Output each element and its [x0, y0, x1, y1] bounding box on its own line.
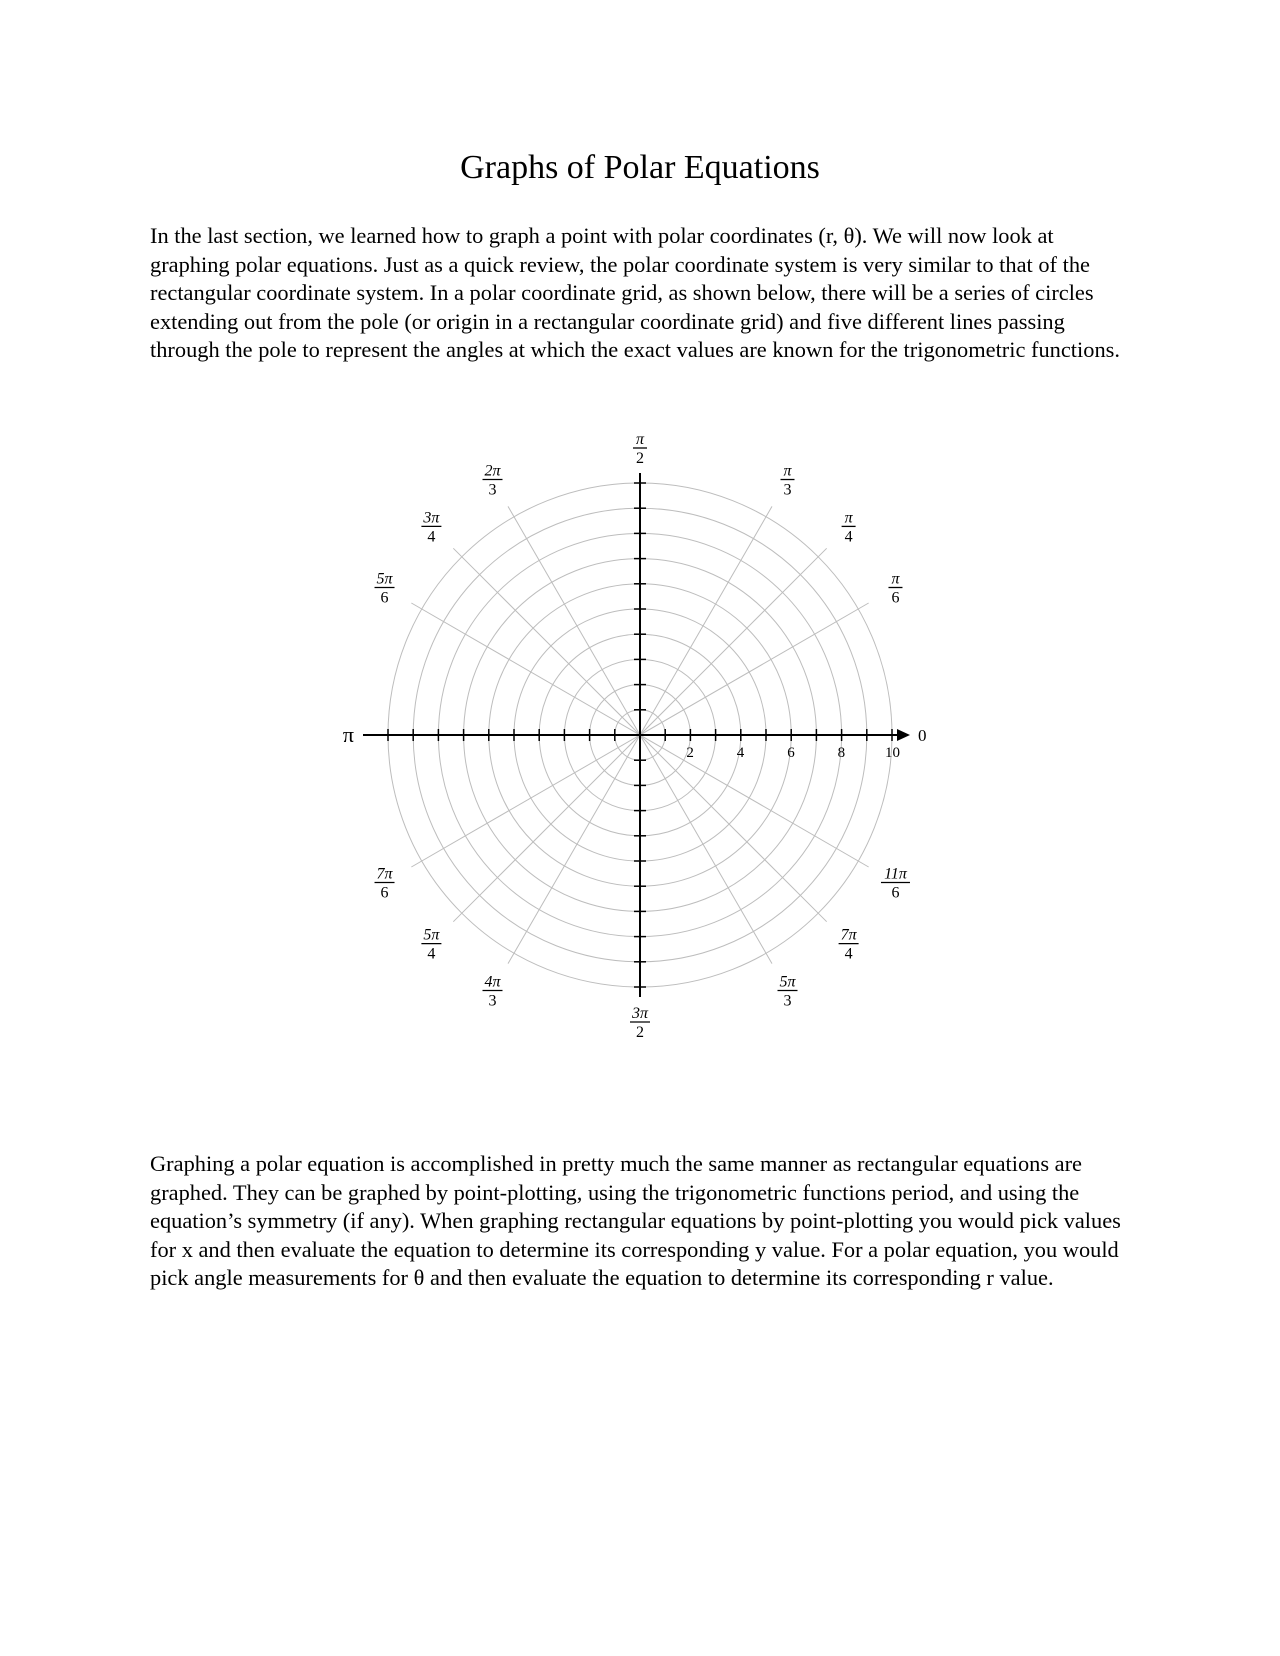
angle-label-denominator: 3	[783, 481, 792, 499]
angle-label	[778, 973, 798, 1009]
angle-label-numerator: 5π	[779, 973, 796, 991]
page-title: Graphs of Polar Equations	[460, 149, 820, 186]
angle-label-denominator: 4	[844, 528, 853, 546]
angle-label	[881, 866, 910, 902]
grid-axes	[363, 473, 910, 997]
angle-label-denominator: 3	[783, 992, 792, 1010]
angle-label-denominator: 4	[427, 528, 436, 546]
tick-number: 6	[787, 745, 795, 761]
angle-label	[375, 571, 395, 607]
intro-paragraph: In the last section, we learned how to graph a point with polar coordinates (r, θ). We will now look at graphing polar equations. Just as a quick review, the polar coordinate system is very similar to that of the rectangular coordinate system. In a polar coordinate grid, as shown below, there will be a series of circles extending out from the pole (or origin in a rectangular coordinate grid) and five different lines passing through the pole to represent the angles at which the exact values are known for the trigonometric functions.	[150, 223, 1120, 363]
axis-label-pi: π	[342, 722, 354, 747]
angle-label	[842, 509, 856, 545]
tick-numbers	[686, 745, 900, 761]
tick-number: 8	[837, 745, 846, 761]
tick-number: 4	[736, 745, 745, 761]
angle-label-numerator: 7π	[376, 865, 393, 883]
tick-number: 2	[686, 745, 694, 761]
angle-label	[633, 431, 647, 467]
angle-label-denominator: 6	[380, 589, 389, 607]
angle-label-denominator: 3	[488, 481, 497, 499]
angle-label-numerator: 3π	[631, 1005, 649, 1022]
angle-label-denominator: 6	[380, 884, 389, 902]
axis-label-zero: 0	[918, 726, 927, 745]
angle-label-denominator: 4	[844, 945, 853, 963]
angle-label-numerator: π	[635, 431, 645, 448]
angle-label	[483, 973, 503, 1009]
angle-label-numerator: π	[783, 462, 792, 480]
angle-label-numerator: π	[844, 509, 853, 527]
angle-label-denominator: 2	[636, 450, 644, 467]
angle-label-numerator: 4π	[484, 973, 501, 991]
angle-label-numerator: 3π	[423, 509, 440, 527]
angle-label	[839, 927, 859, 963]
angle-label	[421, 927, 441, 963]
angle-label	[375, 866, 395, 902]
axis-arrow-icon	[897, 729, 910, 741]
angle-label-numerator: π	[891, 570, 900, 588]
angle-label-numerator: 2π	[484, 462, 501, 480]
angle-label-denominator: 6	[891, 589, 900, 607]
angle-label-numerator: 5π	[423, 926, 440, 944]
angle-label-denominator: 6	[891, 884, 900, 902]
angle-label-denominator: 2	[636, 1024, 644, 1041]
angle-label-denominator: 4	[427, 945, 436, 963]
angle-label-denominator: 3	[488, 992, 497, 1010]
angle-label-numerator: 5π	[376, 570, 393, 588]
angle-label	[483, 463, 503, 499]
graphing-paragraph: Graphing a polar equation is accomplished in pretty much the same manner as rectangular equations are graphed. They can be graphed by point-plotting, using the trigonometric functions period, and using the equation’s symmetry (if any). When graphing rectangular equations by point-plotting you would pick values for x and then evaluate the equation to determine its corresponding y value. For a polar equation, you would pick angle measurements for θ and then evaluate the equation to determine its corresponding r value.	[150, 1151, 1121, 1291]
angle-label	[781, 463, 795, 499]
tick-number: 10	[885, 745, 900, 761]
angle-label	[630, 1005, 650, 1041]
polar-coordinate-grid	[320, 415, 960, 1070]
angle-label	[888, 571, 902, 607]
angle-label-numerator: 7π	[840, 926, 857, 944]
angle-label-numerator: 11π	[884, 865, 907, 883]
angle-label	[421, 509, 441, 545]
